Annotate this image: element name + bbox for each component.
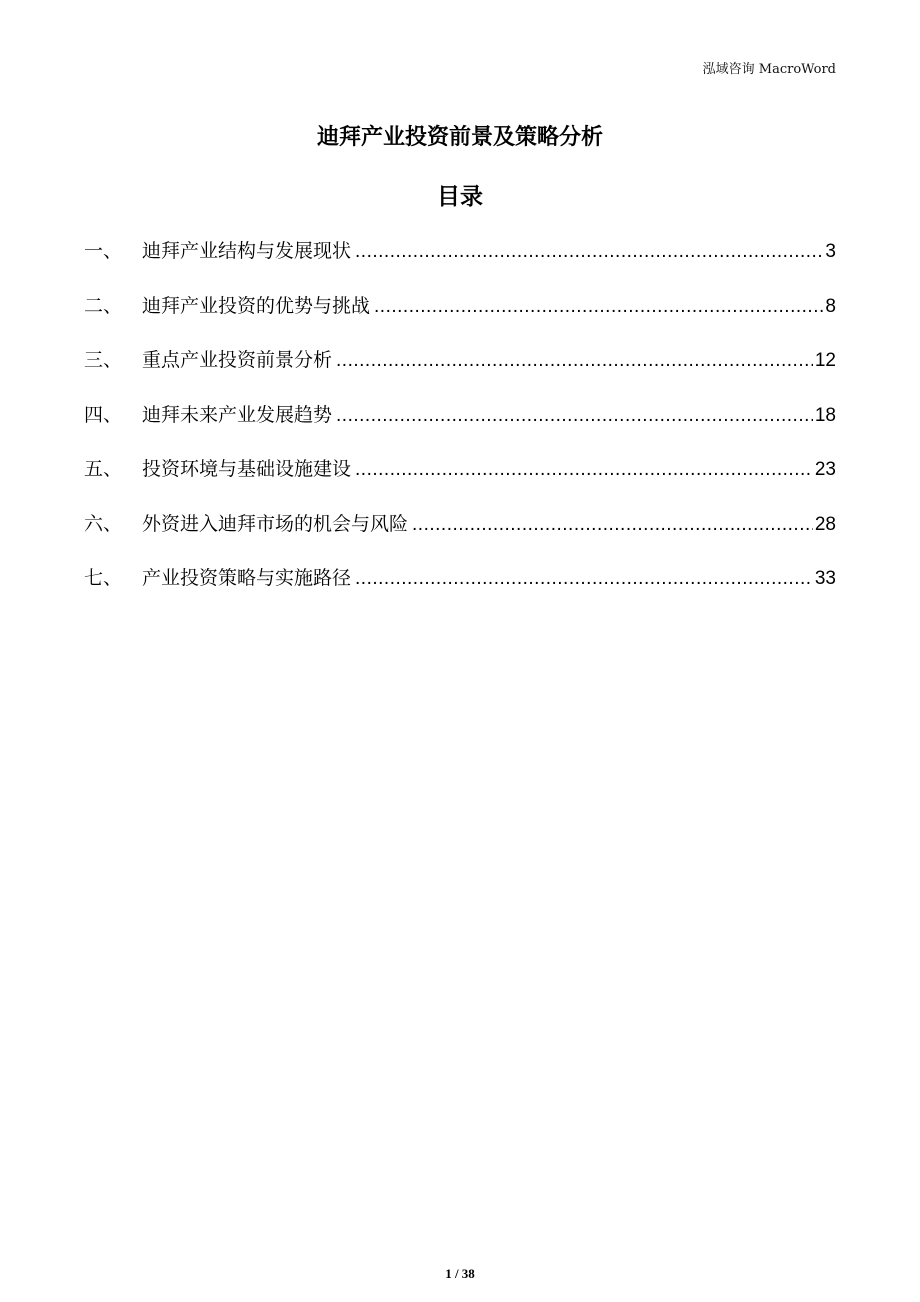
toc-entry-4[interactable] <box>84 397 836 452</box>
toc-entry-number: 一、 <box>84 240 123 262</box>
dot-leader <box>374 289 823 325</box>
toc-entry-7[interactable] <box>84 560 836 615</box>
toc-heading: 目录 <box>437 184 483 210</box>
toc-entry-number: 三、 <box>84 349 123 371</box>
toc-entry-5[interactable] <box>84 451 836 506</box>
toc-entry-number: 五、 <box>84 458 123 480</box>
page-number-footer: 1 / 38 <box>445 1266 475 1281</box>
toc-entry-3[interactable] <box>84 342 836 397</box>
toc-entry-page: 3 <box>825 241 836 262</box>
toc-entry-number: 六、 <box>84 512 123 535</box>
toc-entry-label: 重点产业投资前景分析 <box>142 349 333 371</box>
toc-entry-page: 33 <box>814 568 836 589</box>
toc-entry-label: 产业投资策略与实施路径 <box>142 567 352 589</box>
dot-leader <box>355 561 813 597</box>
toc-entry-number: 二、 <box>84 294 123 317</box>
toc-entry-1[interactable] <box>84 233 836 288</box>
toc-entry-label: 迪拜未来产业发展趋势 <box>142 403 333 426</box>
toc-entry-page: 8 <box>825 295 836 317</box>
toc-entry-page: 12 <box>814 350 836 371</box>
dot-leader <box>412 507 813 543</box>
toc-entry-page: 23 <box>814 459 836 480</box>
toc-entry-6[interactable] <box>84 506 836 561</box>
dot-leader <box>336 343 813 379</box>
dot-leader <box>355 234 823 270</box>
toc-entry-label: 迪拜产业结构与发展现状 <box>142 240 352 262</box>
dot-leader <box>355 452 813 488</box>
toc-entry-number: 七、 <box>84 567 123 589</box>
toc-entry-number: 四、 <box>84 403 123 426</box>
toc-entry-2[interactable] <box>84 288 836 343</box>
toc-entry-page: 18 <box>814 404 836 426</box>
toc-entry-label: 迪拜产业投资的优势与挑战 <box>142 294 371 317</box>
page-header: 泓域咨询 MacroWord <box>702 62 836 77</box>
toc-entry-page: 28 <box>814 513 836 535</box>
document-title: 迪拜产业投资前景及策略分析 <box>316 125 603 150</box>
toc-entry-label: 外资进入迪拜市场的机会与风险 <box>142 512 409 535</box>
dot-leader <box>336 398 813 434</box>
table-of-contents <box>84 233 836 615</box>
toc-entry-label: 投资环境与基础设施建设 <box>142 458 352 480</box>
